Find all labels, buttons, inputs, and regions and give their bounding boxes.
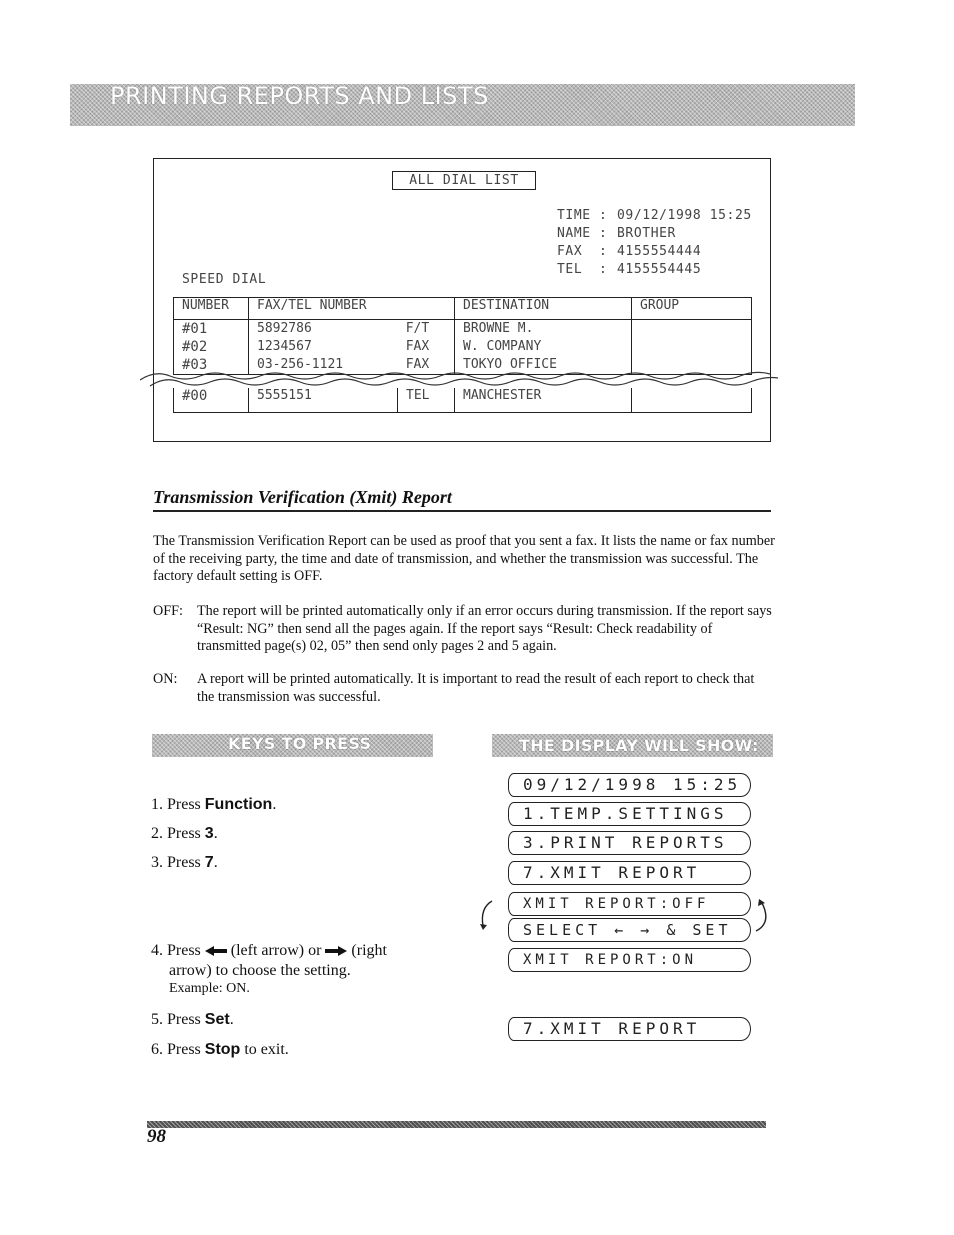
step-text: Press — [167, 796, 205, 813]
lcd-screen-print-reports: 3.PRINT REPORTS — [508, 831, 751, 855]
step-text: Press — [167, 1041, 205, 1058]
step-4-example: Example: ON. — [169, 981, 250, 996]
step-text: (left arrow) or — [226, 942, 326, 959]
step-text: Press — [167, 825, 205, 842]
step-text: . — [229, 1011, 234, 1028]
table-header-row — [174, 298, 752, 320]
section-rule — [153, 510, 771, 512]
right-arrow-key-icon — [325, 946, 347, 956]
step-1 — [151, 795, 276, 815]
info-sep: : — [599, 244, 608, 259]
off-description: The report will be printed automatically only if an error occurs during transmission. If the report says “Result: NG” then send all the pages again. If the report says “Result: Check readability of transmitted page(s) 02, 05” then send only pages 2 and 5 again. — [197, 603, 772, 654]
info-value: BROTHER — [617, 226, 676, 241]
info-sep: : — [599, 226, 608, 241]
info-label: TEL — [557, 262, 583, 277]
step-2 — [151, 824, 218, 844]
step-4 — [151, 941, 387, 961]
info-tel — [557, 262, 752, 280]
number-cell: #00 — [174, 388, 249, 412]
info-value: 09/12/1998 15:25 — [617, 208, 752, 223]
group-cell — [632, 388, 752, 412]
report-title: ALL DIAL LIST — [392, 171, 536, 190]
dest-cell: MANCHESTER — [455, 388, 632, 412]
step-text: . — [213, 825, 218, 842]
lcd-screen-select-set: SELECT ← → & SET — [508, 918, 751, 942]
step-number: 2. — [151, 825, 163, 842]
step-text: (right — [347, 942, 387, 959]
lcd-screen-xmit-report-final: 7.XMIT REPORT — [508, 1017, 751, 1041]
number-cell: #01 #02 #03 — [174, 320, 249, 375]
tear-wave-upper — [140, 372, 770, 380]
step-text: Press — [167, 1011, 205, 1028]
info-sep: : — [599, 262, 608, 277]
lcd-screen-xmit-report: 7.XMIT REPORT — [508, 861, 751, 885]
col-destination: DESTINATION — [455, 298, 632, 320]
on-label: ON: — [153, 671, 178, 687]
step-text: . — [272, 796, 277, 813]
cycle-bracket-right-icon — [750, 895, 774, 937]
cycle-bracket-left-icon — [478, 898, 508, 938]
col-group: GROUP — [632, 298, 752, 320]
intro-paragraph: The Transmission Verification Report can be used as proof that you sent a fax. It lists the name or fax number of the receiving party, the time and date of transmission, and whether the transmission was successful. The factory default setting is OFF. — [153, 533, 775, 584]
step-number: 6. — [151, 1041, 163, 1058]
report-info-block — [557, 208, 752, 280]
step-5 — [151, 1010, 234, 1030]
key-7: 7 — [204, 854, 214, 871]
function-key: Function — [204, 796, 273, 813]
ft-cell: TEL — [398, 388, 455, 412]
lcd-screen-datetime: 09/12/1998 15:25 — [508, 773, 751, 797]
on-description: A report will be printed automatically. It is important to read the result of each report to check that the transmission was successful. — [197, 671, 755, 705]
step-text: Press — [167, 942, 205, 959]
step-text: Press — [167, 854, 205, 871]
lcd-screen-xmit-off: XMIT REPORT:OFF — [508, 892, 751, 916]
section-title: Transmission Verification (Xmit) Report — [153, 487, 452, 507]
speed-dial-label: SPEED DIAL — [182, 272, 267, 287]
phone-cell: 5555151 — [249, 388, 398, 412]
step-3 — [151, 853, 218, 873]
step-number: 4. — [151, 942, 163, 959]
lcd-screen-xmit-on: XMIT REPORT:ON — [508, 948, 751, 972]
stop-key: Stop — [204, 1041, 241, 1058]
info-sep: : — [599, 208, 608, 223]
info-fax — [557, 244, 752, 262]
left-arrow-key-icon — [205, 946, 227, 956]
step-number: 1. — [151, 796, 163, 813]
display-title: THE DISPLAY WILL SHOW: — [519, 736, 759, 755]
step-4-line-2: arrow) to choose the setting. — [169, 962, 351, 979]
table-row — [174, 388, 752, 412]
step-number: 3. — [151, 854, 163, 871]
page-header-title: PRINTING REPORTS AND LISTS — [110, 82, 489, 110]
key-3: 3 — [204, 825, 214, 842]
dest-cell: BROWNE M. W. COMPANY TOKYO OFFICE — [455, 320, 632, 375]
keys-title: KEYS TO PRESS — [228, 734, 372, 753]
step-6 — [151, 1040, 289, 1060]
set-key: Set — [204, 1011, 230, 1028]
step-text: . — [213, 854, 218, 871]
info-label: FAX — [557, 244, 583, 259]
info-value: 4155554444 — [617, 244, 702, 259]
col-number: NUMBER — [174, 298, 249, 320]
footer-band — [147, 1121, 766, 1128]
lcd-screen-temp-settings: 1.TEMP.SETTINGS — [508, 802, 751, 826]
info-label: NAME — [557, 226, 591, 241]
info-value: 4155554445 — [617, 262, 702, 277]
col-faxtel: FAX/TEL NUMBER — [249, 298, 455, 320]
off-label: OFF: — [153, 603, 183, 619]
info-label: TIME — [557, 208, 591, 223]
step-text: to exit. — [240, 1041, 289, 1058]
info-time — [557, 208, 752, 226]
info-name — [557, 226, 752, 244]
step-number: 5. — [151, 1011, 163, 1028]
phone-cell: 5892786 1234567 03-256-1121 — [249, 320, 398, 375]
last-row-table — [173, 388, 752, 413]
page-number: 98 — [147, 1126, 166, 1147]
ft-cell: F/T FAX FAX — [398, 320, 455, 375]
